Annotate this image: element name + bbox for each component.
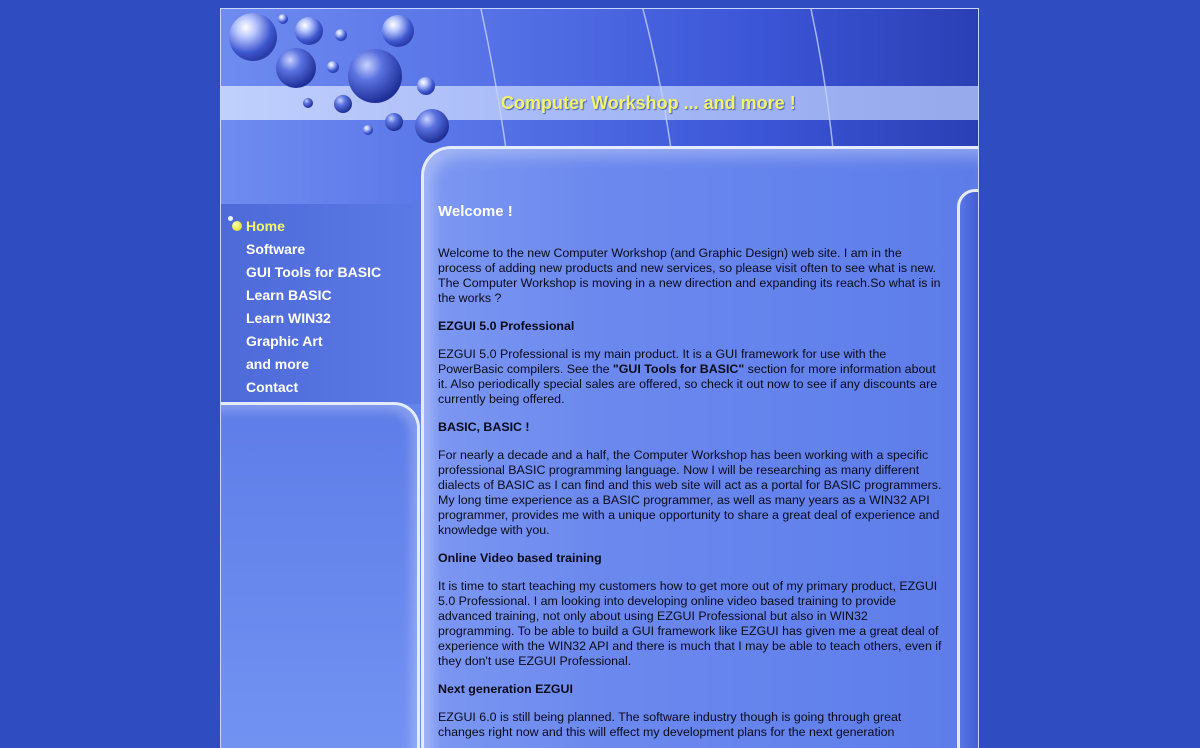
nav-item-home[interactable] — [221, 215, 421, 238]
section-paragraph: EZGUI 6.0 is still being planned. The software industry though is going through great changes right now and this will effect my development plans for the next generation — [438, 710, 902, 739]
nav-item-learn-basic[interactable] — [221, 284, 421, 307]
nav-item-label: Graphic Art — [246, 333, 323, 349]
page-title: Welcome ! — [438, 203, 513, 220]
section-paragraph: It is time to start teaching my customers how to get more out of my primary product, EZGUI 5.0 Professional. I am looking into developing online video based training to provide advanced training, not only about using EZGUI Professional but also in WIN32 programming. To be able to build a GUI framework like EZGUI has given me a great deal of experience with the WIN32 API and there is much that I may be able to teach others, even if they don't use EZGUI Professional. — [438, 579, 942, 668]
section-title: Next generation EZGUI — [438, 682, 573, 696]
paragraph-text: section for more information about it. Also periodically special sales are offered, so check it out now to see if any discounts are currently being offered. — [438, 362, 938, 406]
section-title: Online Video based training — [438, 551, 602, 565]
paragraph-text: EZGUI 5.0 Professional is my main product. It is a GUI framework for use with the PowerBasic compilers. See the — [438, 347, 887, 376]
intro-paragraph: Welcome to the new Computer Workshop (and Graphic Design) web site. I am in the process of adding new products and new services, so please visit often to see what is new. The Computer Workshop is moving in a new direction and expanding its reach.So what is in the works ? — [438, 246, 941, 305]
nav-item-label: Learn WIN32 — [246, 310, 331, 326]
content-right-edge — [957, 189, 979, 748]
section-paragraph — [438, 347, 943, 407]
main-nav — [221, 215, 421, 399]
nav-item-contact[interactable] — [221, 376, 421, 399]
gui-tools-reference: "GUI Tools for BASIC" — [612, 362, 745, 376]
bubble-icon — [228, 216, 233, 221]
sidebar — [221, 204, 421, 748]
sidebar-lower-panel — [221, 402, 420, 748]
section-paragraph: For nearly a decade and a half, the Computer Workshop has been working with a specific professional BASIC programming language. Now I will be researching as many different dialects of BASIC as I can find and this web site will act as a portal for BASIC programmers. My long time experience as a BASIC programmer, as well as many years as a WIN32 API programmer, provides me with a unique opportunity to share a great deal of experience and knowledge with you. — [438, 448, 942, 537]
nav-item-label: GUI Tools for BASIC — [246, 264, 382, 280]
section-title: EZGUI 5.0 Professional — [438, 319, 575, 333]
nav-item-graphic-art[interactable] — [221, 330, 421, 353]
page-frame — [220, 8, 979, 748]
site-title: Computer Workshop ... and more ! — [501, 93, 796, 113]
nav-item-label: and more — [246, 356, 310, 372]
active-bullet-icon — [232, 221, 242, 231]
section-title: BASIC, BASIC ! — [438, 420, 530, 434]
nav-item-software[interactable] — [221, 238, 421, 261]
main-content — [438, 204, 943, 748]
nav-item-label: Home — [246, 218, 285, 234]
nav-item-label: Learn BASIC — [246, 287, 332, 303]
nav-item-label: Software — [246, 241, 306, 257]
nav-item-learn-win32[interactable] — [221, 307, 421, 330]
nav-item-gui-tools[interactable] — [221, 261, 421, 284]
nav-item-and-more[interactable] — [221, 353, 421, 376]
nav-item-label: Contact — [246, 379, 299, 395]
